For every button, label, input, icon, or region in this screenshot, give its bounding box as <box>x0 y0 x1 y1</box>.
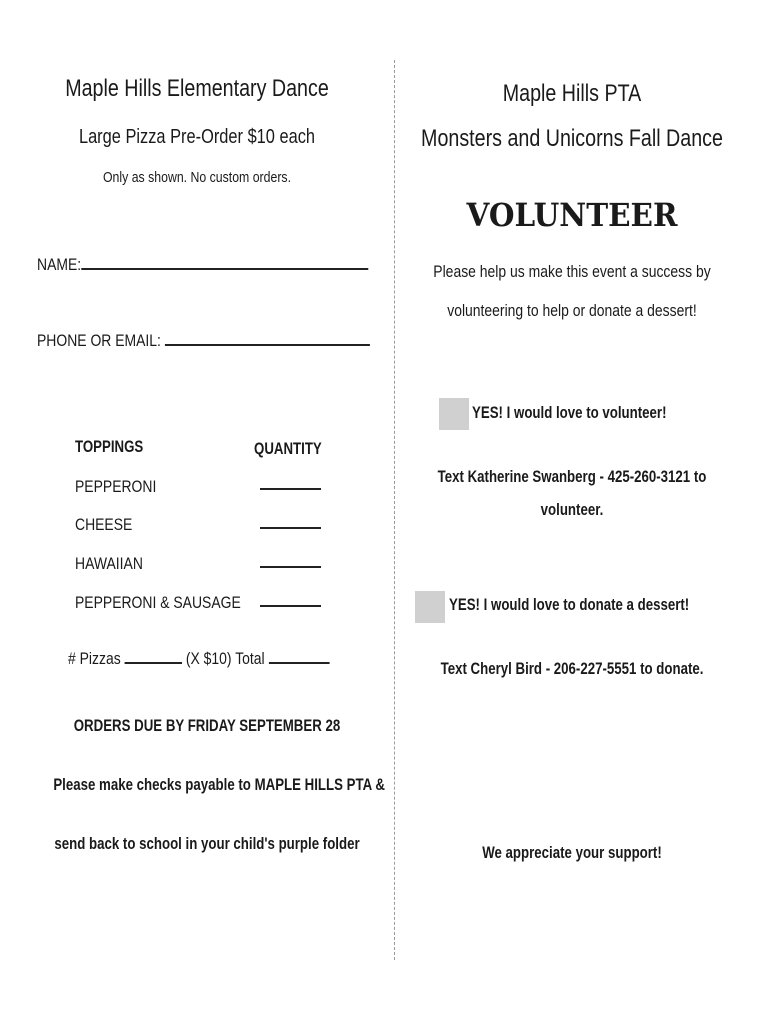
checks-line-2: send back to school in your child's purple folder <box>54 834 360 853</box>
volunteer-contact-line-1: Text Katherine Swanberg - 425-260-3121 to <box>437 467 707 486</box>
total-label: Total <box>235 649 265 668</box>
contact-blank[interactable] <box>165 328 370 346</box>
quantity-blank-hawaiian[interactable] <box>260 566 321 568</box>
dessert-contact: Text Cheryl Bird - 206-227-5551 to donate. <box>440 659 704 678</box>
total-blank[interactable] <box>269 646 330 664</box>
quantity-blank-pepperoni[interactable] <box>260 488 321 490</box>
topping-pepperoni: PEPPERONI <box>75 477 157 496</box>
dessert-checkbox[interactable] <box>415 591 445 623</box>
contact-label: PHONE OR EMAIL: <box>37 331 161 350</box>
pizzas-label: # Pizzas <box>68 649 121 668</box>
dance-title: Maple Hills Elementary Dance <box>65 75 329 102</box>
topping-hawaiian: HAWAIIAN <box>75 554 143 573</box>
multiplier-label: (X $10) <box>185 649 232 668</box>
volunteer-checkbox[interactable] <box>439 398 469 430</box>
checks-line-1: Please make checks payable to MAPLE HILLS PTA & <box>53 775 385 794</box>
orders-due: ORDERS DUE BY FRIDAY SEPTEMBER 28 <box>73 716 341 735</box>
quantity-blank-cheese[interactable] <box>260 527 321 529</box>
toppings-header: TOPPINGS <box>75 437 144 456</box>
volunteer-heading: VOLUNTEER <box>466 196 678 234</box>
volunteer-option-label: YES! I would love to volunteer! <box>472 403 667 422</box>
dessert-option-label: YES! I would love to donate a dessert! <box>449 595 690 614</box>
name-blank[interactable] <box>81 252 368 270</box>
intro-line-1: Please help us make this event a success by <box>433 262 711 281</box>
topping-pepperoni-sausage: PEPPERONI & SAUSAGE <box>75 593 241 612</box>
name-field <box>37 252 368 275</box>
quantity-blank-pepperoni-sausage[interactable] <box>260 605 321 607</box>
pizza-subtitle: Large Pizza Pre-Order $10 each <box>78 126 316 148</box>
event-title: Monsters and Unicorns Fall Dance <box>421 125 723 152</box>
volunteer-contact-line-2: volunteer. <box>540 500 604 519</box>
order-note: Only as shown. No custom orders. <box>102 169 291 186</box>
pizzas-count-blank[interactable] <box>125 646 182 664</box>
fold-divider <box>394 60 395 960</box>
quantity-header: QUANTITY <box>254 439 322 458</box>
pizza-total-line <box>68 646 329 669</box>
intro-line-2: volunteering to help or donate a dessert! <box>447 301 697 320</box>
contact-field <box>37 328 370 351</box>
pta-title: Maple Hills PTA <box>502 80 642 107</box>
name-label: NAME: <box>37 255 82 274</box>
thanks-message: We appreciate your support! <box>482 843 662 862</box>
topping-cheese: CHEESE <box>75 515 133 534</box>
